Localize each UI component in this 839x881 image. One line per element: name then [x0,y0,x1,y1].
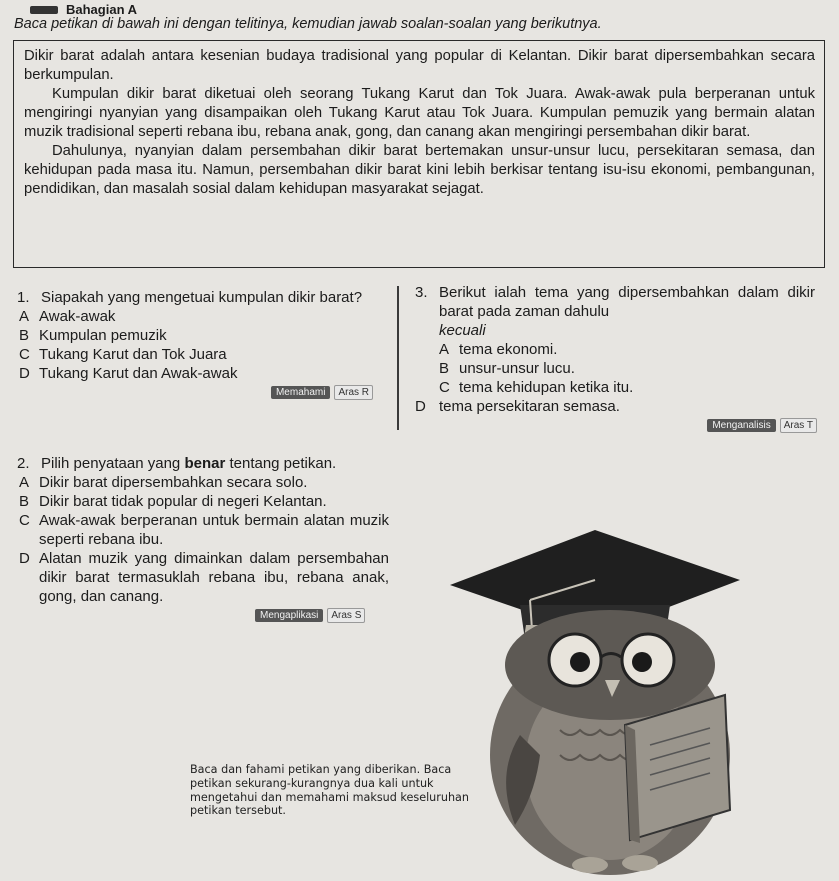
option-c[interactable] [17,511,389,549]
option-c[interactable] [415,378,815,397]
option-text: Dikir barat tidak popular di negeri Kelantan. [39,493,327,510]
option-a[interactable] [17,307,389,326]
level-label: Aras T [780,418,817,433]
option-letter: B [19,327,30,344]
option-letter: C [19,512,30,529]
option-text: tema ekonomi. [459,341,558,358]
option-letter: C [19,346,30,363]
option-text: tema persekitaran semasa. [439,398,620,415]
question-number: 2. [17,455,30,472]
option-letter: D [415,398,426,415]
option-d[interactable] [17,364,389,383]
passage-paragraph-3: Dahulunya, nyanyian dalam persembahan dikir barat bertemakan unsur-unsur lucu, persekitaran semasa, dan kehidupan pada masa itu. Namun, persembahan dikir barat kini lebih berkisar tentang isu-isu ekonomi, pembangunan, pendidikan, dan masalah sosial dalam kehidupan masyarakat sejagat. [24,143,815,197]
option-a[interactable] [415,340,815,359]
option-letter: A [19,474,30,491]
option-c[interactable] [17,345,389,364]
option-text: Dikir barat dipersembahkan secara solo. [39,474,308,491]
option-text: tema kehidupan ketika itu. [459,379,634,396]
skill-label: Menganalisis [707,419,775,432]
owl-graduate-icon [410,525,830,880]
option-text: Awak-awak berperanan untuk bermain alatan muzik seperti rebana ibu. [39,512,389,548]
option-text: Awak-awak [39,308,116,325]
skill-tag [271,385,373,400]
skill-tag [707,418,817,433]
reading-tip-note: Baca dan fahami petikan yang diberikan. Baca petikan sekurang-kurangnya dua kali untuk mengetahui dan memahami maksud keseluruhan petikan tersebut. [190,763,469,818]
passage-box [13,40,825,268]
column-divider [397,286,399,430]
level-label: Aras R [334,385,373,400]
section-marker-icon [30,6,58,14]
skill-label: Memahami [271,386,330,399]
question-1 [17,288,389,400]
question-text: Berikut ialah tema yang dipersembahkan dalam dikir barat pada zaman dahulu kecuali [439,284,815,339]
option-text: Tukang Karut dan Awak-awak [39,365,238,382]
option-text: Kumpulan pemuzik [39,327,167,344]
level-label: Aras S [327,608,365,623]
option-b[interactable] [17,326,389,345]
question-text: Siapakah yang mengetuai kumpulan dikir barat? [41,289,363,306]
option-letter: D [19,365,30,382]
question-number: 1. [17,289,30,306]
question-3 [415,283,815,433]
option-text: unsur-unsur lucu. [459,360,575,377]
option-letter: B [19,493,30,510]
option-text: Alatan muzik yang dimainkan dalam persembahan dikir barat termasuklah rebana ibu, rebana anak, gong, dan canang. [39,550,389,605]
question-2 [17,454,389,623]
option-d[interactable] [17,549,389,606]
option-letter: C [439,379,450,396]
option-text: Tukang Karut dan Tok Juara [39,346,227,363]
option-letter: B [439,360,450,377]
option-letter: A [19,308,30,325]
question-number: 3. [415,284,428,301]
section-title: Bahagian A [66,2,138,17]
passage-paragraph-2: Kumpulan dikir barat diketuai oleh seorang Tukang Karut dan Tok Juara. Awak-awak pula berperanan untuk mengiringi nyanyian yang disampaikan oleh Tukang Karut atau Tok Juara. Kumpulan pemuzik yang bermain alatan muzik tradisional seperti rebana ibu, rebana anak, gong, dan canang akan mengiringi persembahan dikir barat. [24,86,815,140]
emphasis-word: kecuali [439,322,486,339]
option-letter: A [439,341,450,358]
skill-tag [255,608,365,623]
option-d[interactable] [415,397,815,416]
skill-label: Mengaplikasi [255,609,323,622]
option-a[interactable] [17,473,389,492]
passage-paragraph-1: Dikir barat adalah antara kesenian budaya tradisional yang popular di Kelantan. Dikir barat dipersembahkan secara berkumpulan. [24,48,815,83]
option-letter: D [19,550,30,567]
option-b[interactable] [415,359,815,378]
section-header [30,2,137,17]
emphasis-word: benar [184,455,226,472]
option-b[interactable] [17,492,389,511]
instruction-text: Baca petikan di bawah ini dengan telitinya, kemudian jawab soalan-soalan yang berikutnya. [14,16,602,32]
question-text: Pilih penyataan yang benar tentang petikan. [41,455,337,472]
